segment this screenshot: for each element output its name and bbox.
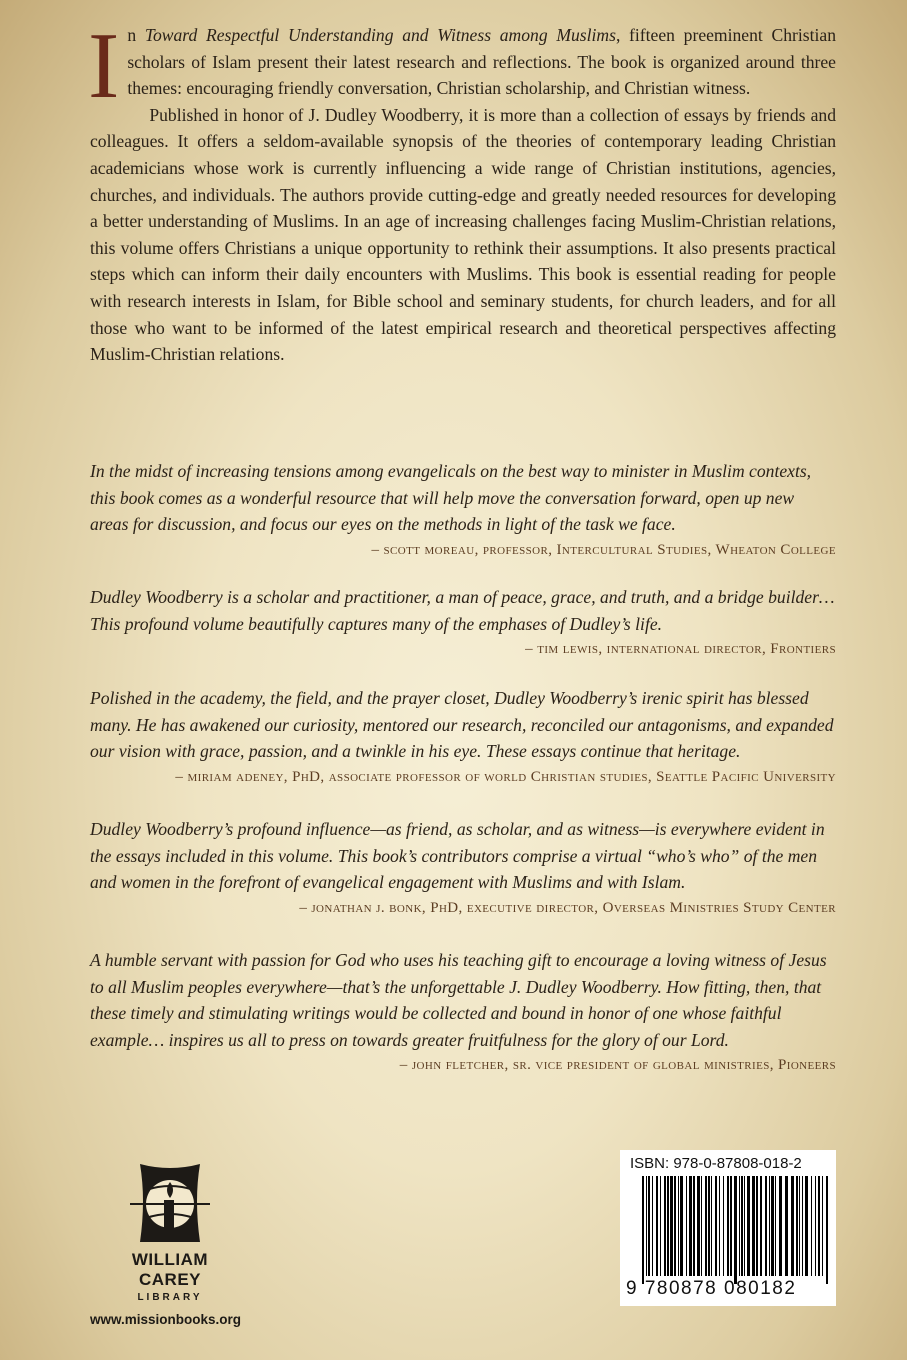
description-paragraph: Published in honor of J. Dudley Woodberry, it is more than a collection of essays by friends and colleagues. It offers a seldom-available synopsis of the theories of contemporary leading Christian academicians whose work is currently influencing a wide range of Christian institutions, agencies, churches, and individuals. The authors provide cutting-edge and greatly needed resources for developing a better understanding of Muslims. In an age of increasing challenges facing Muslim-Christian relations, this volume offers Christians a unique opportunity to rethink their assumptions. It also presents practical steps which can inform their daily encounters with Muslims. This book is essential reading for people with research interests in Islam, for Bible school and seminary students, for church leaders, and for all those who want to be informed of the latest empirical research and theoretical perspectives affecting Muslim-Christian relations. bbox=[90, 104, 836, 365]
endorsement: Dudley Woodberry is a scholar and practitioner, a man of peace, grace, and truth, and a bridge builder… This profound volume beautifully captures many of the emphases of Dudley’s life. – tim lewis, international director, Frontiers bbox=[90, 584, 836, 661]
endorsement-attribution: – scott moreau, professor, Intercultural Studies, Wheaton College bbox=[371, 541, 836, 558]
barcode-digits: 9 780878 080182 bbox=[626, 1278, 797, 1299]
endorsement: Dudley Woodberry’s profound influence—as friend, as scholar, and as witness—is everywhere evident in the essays included in this volume. This book’s contributors comprise a virtual “who’s who” of the men and women in the forefront of evangelical engagement with Muslims and with Islam. – jonathan j. bonk, PhD, executive director, Overseas Ministries Study Center bbox=[90, 816, 836, 920]
publisher-name: WILLIAM CAREY bbox=[131, 1250, 209, 1289]
publisher-url: www.missionbooks.org bbox=[90, 1312, 242, 1327]
isbn-label: ISBN: 978-0-87808-018-2 bbox=[630, 1155, 802, 1172]
publisher-logo bbox=[110, 1160, 230, 1303]
drop-cap: I bbox=[88, 14, 120, 118]
endorsement-attribution: – john fletcher, sr. vice president of global ministries, Pioneers bbox=[399, 1057, 836, 1074]
candle-logo-icon bbox=[130, 1160, 210, 1242]
isbn-barcode bbox=[620, 1150, 836, 1306]
endorsement: Polished in the academy, the field, and the prayer closet, Dudley Woodberry’s irenic spirit has blessed many. He has awakened our curiosity, mentored our research, reconciled our antagonisms, and expanded our vision with grace, passion, and a twinkle in his eye. These essays continue that heritage. – miriam adeney, PhD, associate professor of world Christian studies, Seattle Pacific University bbox=[90, 685, 836, 789]
book-title: Toward Respectful Understanding and Witness among Muslims bbox=[144, 25, 616, 45]
publisher-sub: LIBRARY bbox=[137, 1292, 203, 1303]
endorsement-attribution: – jonathan j. bonk, PhD, executive director, Overseas Ministries Study Center bbox=[299, 899, 836, 916]
barcode-bars bbox=[642, 1176, 832, 1286]
endorsement: In the midst of increasing tensions among evangelicals on the best way to minister in Muslim contexts, this book comes as a wonderful resource that will help move the conversation forward, open up new areas for discussion, and focus our eyes on the methods in light of the task we face. – scott moreau, professor, Intercultural Studies, Wheaton College bbox=[90, 458, 836, 562]
endorsement-attribution: – tim lewis, international director, Frontiers bbox=[525, 641, 836, 658]
intro-paragraph: In Toward Respectful Understanding and Witness among Muslims, fifteen preeminent Christian scholars of Islam present their latest research and reflections. The book is organized around three themes: encouraging friendly conversation, Christian scholarship, and Christian witness. bbox=[88, 14, 836, 118]
endorsement-attribution: – miriam adeney, PhD, associate professor of world Christian studies, Seattle Pacific University bbox=[175, 768, 836, 785]
description bbox=[88, 14, 836, 368]
endorsement: A humble servant with passion for God who uses his teaching gift to encourage a loving witness of Jesus to all Muslim peoples everywhere—that’s the unforgettable J. Dudley Woodberry. How fitting, then, that these timely and stimulating writings would be collected and bound in honor of one whose faithful example… inspires us all to press on towards greater fruitfulness for the glory of our Lord. – john fletcher, sr. vice president of global ministries, Pioneers bbox=[90, 947, 836, 1077]
